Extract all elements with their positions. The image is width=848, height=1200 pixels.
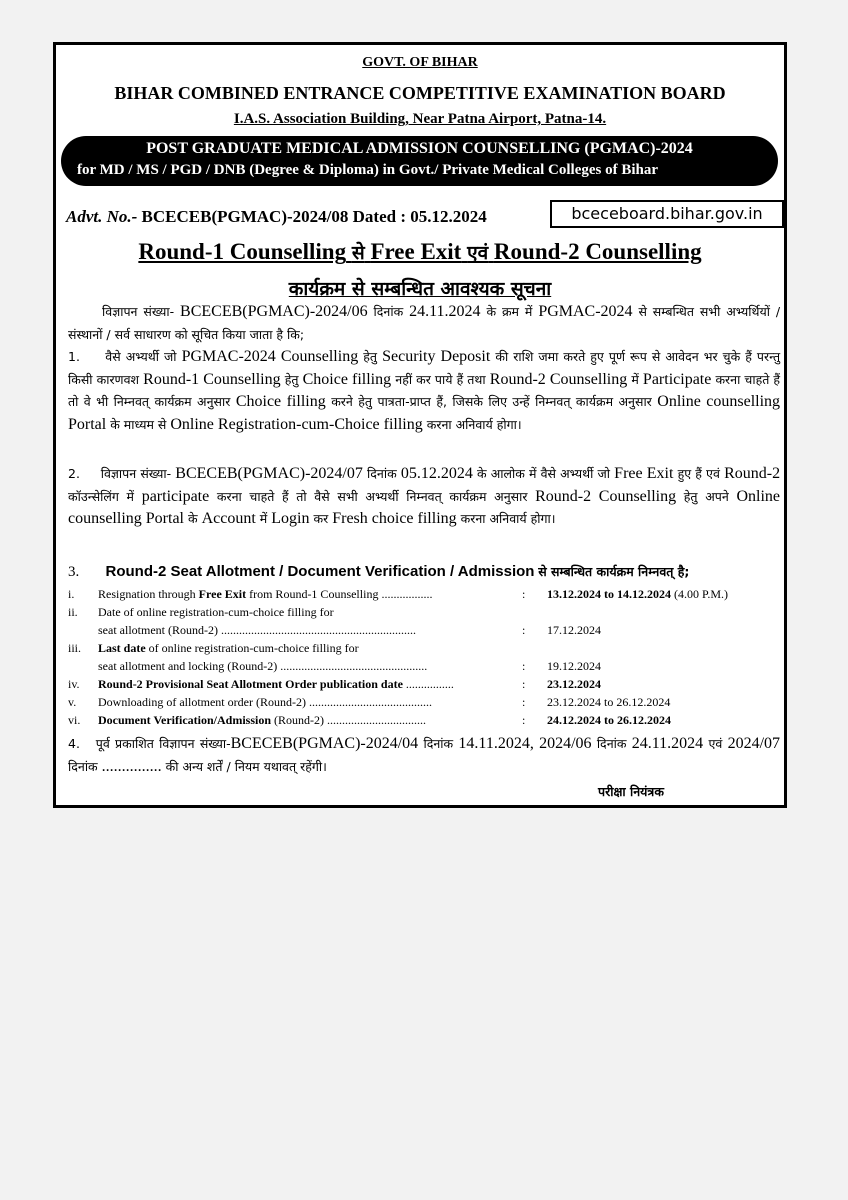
text: हेतु — [363, 349, 378, 364]
text: की अन्य शर्तें / नियम यथावत् रहेंगी। — [165, 758, 327, 774]
banner-title: POST GRADUATE MEDICAL ADMISSION COUNSELLING (PGMAC)-2024 — [146, 140, 693, 157]
notice-subtitle: कार्यक्रम से सम्बन्धित आवश्यक सूचना — [288, 278, 552, 300]
text: 2024/07 — [727, 735, 781, 752]
text: हुए हैं एवं — [677, 466, 720, 481]
schedule-row — [68, 641, 359, 656]
text: कर — [313, 511, 329, 526]
text: Online counselling Portal — [68, 393, 781, 433]
text: दिनांक — [367, 466, 397, 481]
para-number: 4. — [68, 736, 80, 751]
text: Security Deposit — [382, 348, 491, 365]
row-numeral: ii. — [68, 605, 78, 619]
schedule-heading: Round-2 Seat Allotment / Document Verification / Admission — [105, 563, 535, 580]
text: करना चाहते हैं तो वे भी निम्नवत् कार्यक्रम अनुसार — [68, 371, 781, 409]
text: Choice filling — [302, 370, 392, 388]
advt-label: Advt. No.- — [66, 207, 138, 226]
value-bold: 13.12.2024 to 14.12.2024 — [547, 587, 671, 601]
text: दिनांक — [68, 758, 98, 774]
row-text: (Round-2) — [271, 713, 325, 727]
schedule-row — [68, 605, 334, 620]
row-text: from Round-1 Counselling — [246, 587, 379, 601]
row-text-bold: Round-2 Provisional Seat Allotment Order publication date — [98, 677, 403, 691]
text: Online Registration-cum-Choice filling — [170, 415, 423, 433]
leader-dots: ................................. — [327, 713, 427, 727]
text: Online counselling Portal — [68, 487, 781, 527]
text: वैसे अभ्यर्थी जो — [105, 349, 177, 364]
text: विज्ञापन संख्या- — [100, 466, 172, 481]
text: करना अनिवार्य होगा। — [460, 511, 556, 526]
text: पूर्व प्रकाशित विज्ञापन संख्या- — [95, 736, 231, 751]
row-numeral: vi. — [68, 713, 81, 727]
schedule-row — [68, 695, 432, 710]
text: दिनांक — [373, 304, 404, 319]
schedule-row — [68, 587, 432, 602]
colon: : — [522, 713, 526, 727]
colon: : — [522, 623, 526, 637]
schedule-value: 24.12.2024 to 26.12.2024 — [547, 713, 671, 727]
text: 24.11.2024 — [409, 303, 481, 320]
para-number: 3. — [68, 564, 80, 580]
row-text: of online registration-cum-choice filling for — [145, 641, 359, 655]
schedule-value: 17.12.2024 — [547, 623, 601, 637]
text: Login — [271, 510, 310, 527]
notice-title — [56, 239, 784, 265]
paragraph-4 — [68, 733, 780, 778]
text: Choice filling — [235, 393, 326, 410]
title-banner — [61, 136, 778, 186]
title-part: Free Exit — [370, 239, 462, 264]
text: हेतु अपने — [683, 488, 729, 504]
value-extra: (4.00 P.M.) — [671, 587, 729, 601]
colon: : — [522, 587, 526, 601]
signature-controller: परीक्षा नियंत्रक — [598, 784, 664, 799]
row-text-bold: Document Verification/Admission — [98, 713, 272, 727]
leader-dots: ................................................. — [280, 659, 428, 673]
text: विज्ञापन संख्या- — [102, 304, 175, 319]
advt-date: 05.12.2024 — [410, 207, 487, 226]
notice-box — [53, 42, 787, 808]
text: के आलोक में वैसे अभ्यर्थी जो — [477, 466, 610, 481]
colon: : — [522, 695, 526, 709]
text: में — [259, 511, 268, 526]
advt-number-line — [66, 207, 487, 227]
banner-subtitle: for MD / MS / PGD / DNB (Degree & Diploma) in Govt./ Private Medical Colleges of Bihar — [77, 162, 659, 178]
leader-dots: ................ — [405, 677, 454, 691]
text: दिनांक — [596, 736, 627, 751]
text: Account — [201, 510, 256, 527]
colon: : — [522, 659, 526, 673]
leader-dots: ................................................................. — [220, 623, 416, 637]
text: 14.11.2024, 2024/06 — [458, 735, 592, 752]
schedule-row-cont — [68, 623, 416, 638]
text: के माध्यम से — [110, 416, 167, 432]
text: करना अनिवार्य होगा। — [426, 416, 522, 432]
text: Round-2 Counselling — [489, 370, 628, 388]
text: BCECEB(PGMAC)-2024/04 — [230, 735, 419, 752]
text: एवं — [708, 736, 723, 751]
row-text-bold: Free Exit — [198, 587, 247, 601]
row-text-bold: Last date — [98, 641, 146, 655]
row-text: Downloading of allotment order (Round-2) — [98, 695, 306, 709]
row-numeral: v. — [68, 695, 77, 709]
text: कॉउन्सेलिंग में — [68, 488, 135, 504]
text: में — [631, 371, 639, 387]
text: से सम्बन्धित सभी अभ्यर्थियों / संस्थानों / सर्व साधारण को सूचित किया जाता है कि; — [68, 304, 781, 342]
text: करना चाहते हैं तो वैसे सभी अभ्यर्थी निम्नवत् कार्यक्रम अनुसार — [216, 488, 528, 504]
row-numeral: iii. — [68, 641, 82, 655]
text: नहीं कर पाये हैं तथा — [395, 371, 486, 387]
govt-heading: GOVT. OF BIHAR — [362, 55, 478, 70]
text: की राशि जमा करते हुए पूर्ण रूप से आवेदन भर चुके हैं परन्तु किसी कारणवश — [68, 349, 781, 387]
schedule-value: 23.12.2024 — [547, 677, 601, 691]
text: करने हेतु पात्रता-प्राप्त हैं, जिसके लिए उन्हें निम्नवत् कार्यक्रम अनुसार — [331, 394, 652, 409]
row-text: Date of online registration-cum-choice filling for — [98, 605, 334, 619]
row-text: Resignation through — [98, 587, 199, 601]
row-text: seat allotment (Round-2) — [98, 623, 218, 637]
text: Fresh choice filling — [332, 510, 457, 527]
text: 05.12.2024 — [400, 465, 473, 482]
paragraph-2 — [68, 463, 780, 531]
para-number: 2. — [68, 466, 80, 481]
text: BCECEB(PGMAC)-2024/06 — [180, 303, 368, 320]
leader-dots: ................. — [381, 587, 433, 601]
board-name: BIHAR COMBINED ENTRANCE COMPETITIVE EXAMINATION BOARD — [114, 83, 726, 103]
text: BCECEB(PGMAC)-2024/07 — [175, 465, 363, 482]
row-numeral: i. — [68, 587, 75, 601]
text: Participate — [642, 370, 712, 388]
schedule-heading-hindi: से सम्बन्धित कार्यक्रम निम्नवत् है; — [538, 564, 690, 579]
text: Free Exit — [614, 465, 674, 482]
advt-dated-label: Dated : — [352, 207, 406, 226]
title-part: एवं — [467, 242, 489, 264]
text: हेतु — [284, 371, 299, 387]
text: PGMAC-2024 Counselling — [181, 348, 359, 365]
schedule-value: 23.12.2024 to 26.12.2024 — [547, 695, 671, 709]
para-number: 1. — [68, 349, 80, 364]
text: participate — [141, 487, 210, 505]
schedule-value — [547, 587, 728, 602]
schedule-row — [68, 677, 454, 692]
title-part: से — [351, 242, 365, 264]
text: दिनांक — [423, 736, 454, 751]
schedule-row-cont — [68, 659, 427, 674]
paragraph-3-heading — [68, 563, 689, 581]
schedule-row — [68, 713, 426, 728]
paragraph-1 — [68, 346, 780, 436]
text: Round-2 Counselling — [535, 487, 677, 505]
text: 24.11.2024 — [631, 735, 704, 752]
title-part: Round-2 Counselling — [493, 239, 702, 264]
text: Round-2 — [724, 465, 781, 482]
text: Round-1 Counselling — [143, 370, 281, 388]
schedule-value: 19.12.2024 — [547, 659, 601, 673]
text: के क्रम में — [486, 304, 533, 319]
intro-paragraph — [68, 301, 780, 346]
text: के — [187, 511, 198, 526]
website-box: bceceboard.bihar.gov.in — [550, 200, 784, 228]
row-text: seat allotment and locking (Round-2) — [98, 659, 278, 673]
board-address: I.A.S. Association Building, Near Patna Airport, Patna-14. — [233, 111, 607, 127]
leader-dots: ......................................... — [308, 695, 432, 709]
colon: : — [522, 677, 526, 691]
row-numeral: iv. — [68, 677, 80, 691]
title-part: Round-1 Counselling — [138, 239, 347, 264]
text: ............... — [101, 757, 162, 775]
advt-number: BCECEB(PGMAC)-2024/08 — [141, 207, 349, 226]
text: PGMAC-2024 — [538, 303, 633, 320]
